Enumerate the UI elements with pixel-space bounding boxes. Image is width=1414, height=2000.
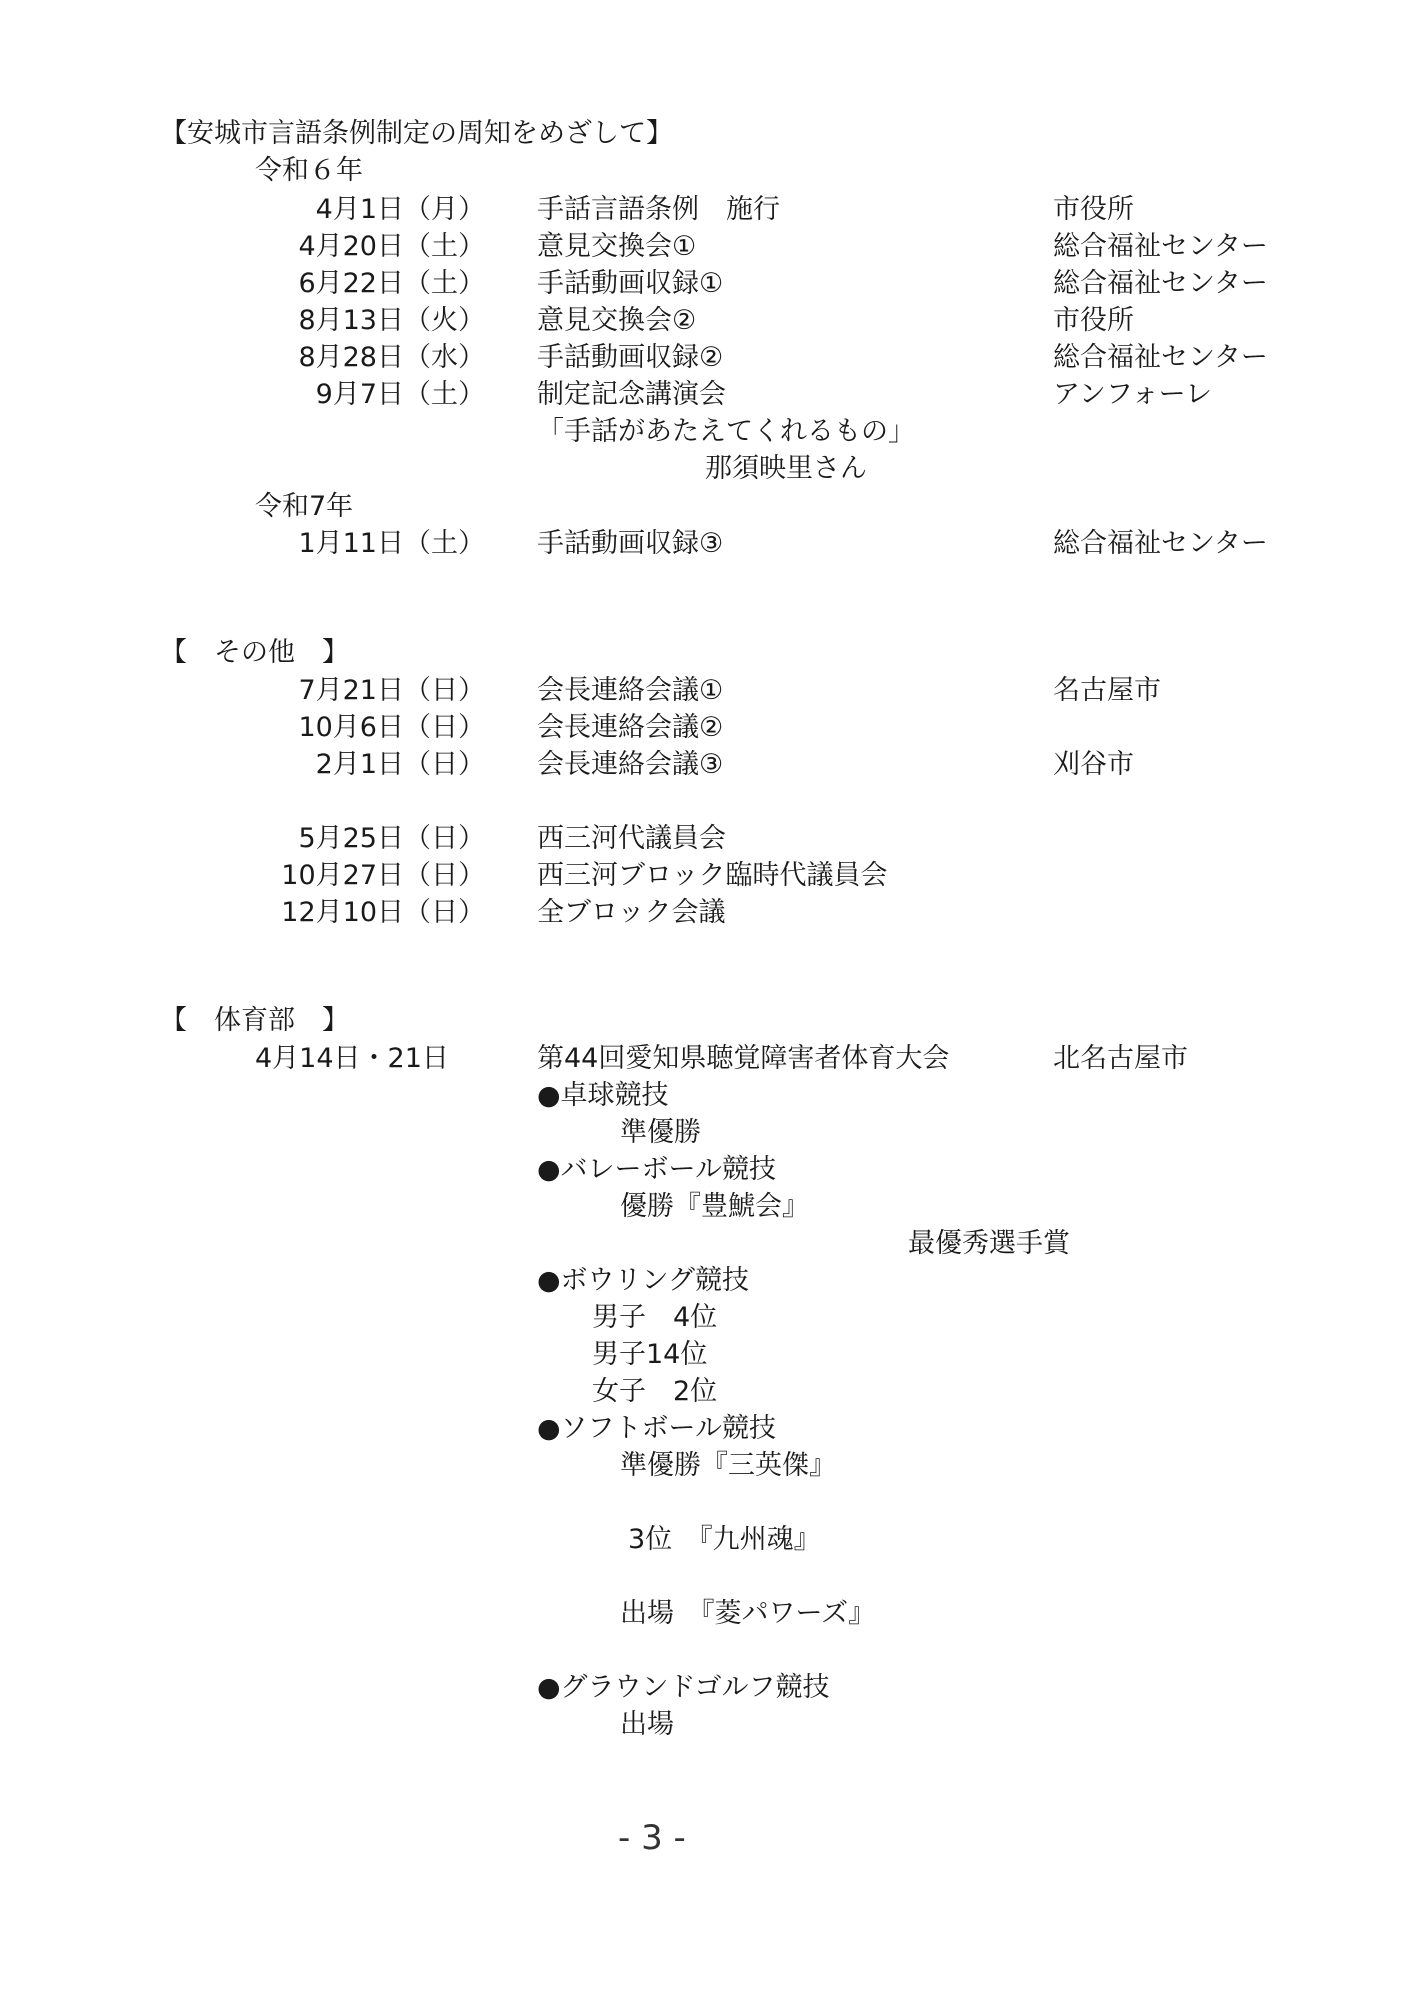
volleyball-award: 最優秀選手賞 [908,1228,1070,1259]
volleyball-heading: ●バレーボール競技 [537,1154,777,1185]
table-tennis-result: 準優勝 [620,1117,701,1148]
row-date: 1月11日（土） [298,528,485,559]
volleyball-result: 優勝『豊鯱会』 [620,1191,809,1222]
row-date: 9月7日（土） [315,379,485,410]
row-event: 会長連絡会議① [537,675,724,706]
lecture-title: 「手話があたえてくれるもの」 [537,416,915,447]
lecturer-name: 那須映里さん [705,453,867,484]
row-event: 手話動画収録③ [537,528,724,559]
row-event: 意見交換会② [537,305,697,336]
page-number: - 3 - [618,1818,686,1858]
row-event: 西三河代議員会 [537,823,726,854]
softball-result: 出場 『菱パワーズ』 [620,1598,876,1629]
row-date: 10月6日（日） [298,712,485,743]
row-date: 8月28日（水） [298,342,485,373]
row-place: 市役所 [1053,194,1134,225]
row-place: 総合福祉センター [1053,528,1268,559]
row-event: 手話言語条例 施行 [537,194,780,225]
row-place: 刈谷市 [1053,749,1134,780]
bowling-result: 男子14位 [592,1339,708,1370]
row-event: 西三河ブロック臨時代議員会 [537,860,888,891]
softball-result: 準優勝『三英傑』 [620,1450,836,1481]
sports-event: 第44回愛知県聴覚障害者体育大会 [537,1043,950,1074]
year-label-reiwa7: 令和7年 [255,491,354,522]
row-place: 市役所 [1053,305,1134,336]
section-heading-other: 【 その他 】 [160,637,349,668]
row-date: 7月21日（日） [298,675,485,706]
row-date: 12月10日（日） [281,897,485,928]
bowling-result: 女子 2位 [592,1376,718,1407]
row-event: 手話動画収録② [537,342,724,373]
row-event: 会長連絡会議② [537,712,724,743]
sports-date: 4月14日・21日 [255,1043,449,1074]
row-event: 全ブロック会議 [537,897,726,928]
row-place: 名古屋市 [1053,675,1161,706]
bowling-result: 男子 4位 [592,1302,718,1333]
year-label-reiwa6: 令和６年 [255,155,363,186]
row-place: 総合福祉センター [1053,231,1268,262]
bowling-heading: ●ボウリング競技 [537,1265,750,1296]
section-heading-anjo: 【安城市言語条例制定の周知をめざして】 [160,118,673,149]
section-heading-sports: 【 体育部 】 [160,1005,349,1036]
softball-heading: ●ソフトボール競技 [537,1413,777,1444]
ground-golf-result: 出場 [620,1709,674,1740]
ground-golf-heading: ●グラウンドゴルフ競技 [537,1672,830,1703]
row-event: 手話動画収録① [537,268,724,299]
row-date: 4月1日（月） [315,194,485,225]
row-place: アンフォーレ [1053,379,1213,410]
sports-place: 北名古屋市 [1053,1043,1188,1074]
table-tennis-heading: ●卓球競技 [537,1080,669,1111]
row-event: 会長連絡会議③ [537,749,724,780]
softball-result: 3位 『九州魂』 [628,1524,821,1555]
row-date: 8月13日（火） [298,305,485,336]
row-place: 総合福祉センター [1053,342,1268,373]
row-event: 意見交換会① [537,231,697,262]
row-date: 5月25日（日） [298,823,485,854]
row-date: 10月27日（日） [281,860,485,891]
row-event: 制定記念講演会 [537,379,726,410]
row-date: 6月22日（土） [298,268,485,299]
row-date: 4月20日（土） [298,231,485,262]
row-date: 2月1日（日） [315,749,485,780]
row-place: 総合福祉センター [1053,268,1268,299]
